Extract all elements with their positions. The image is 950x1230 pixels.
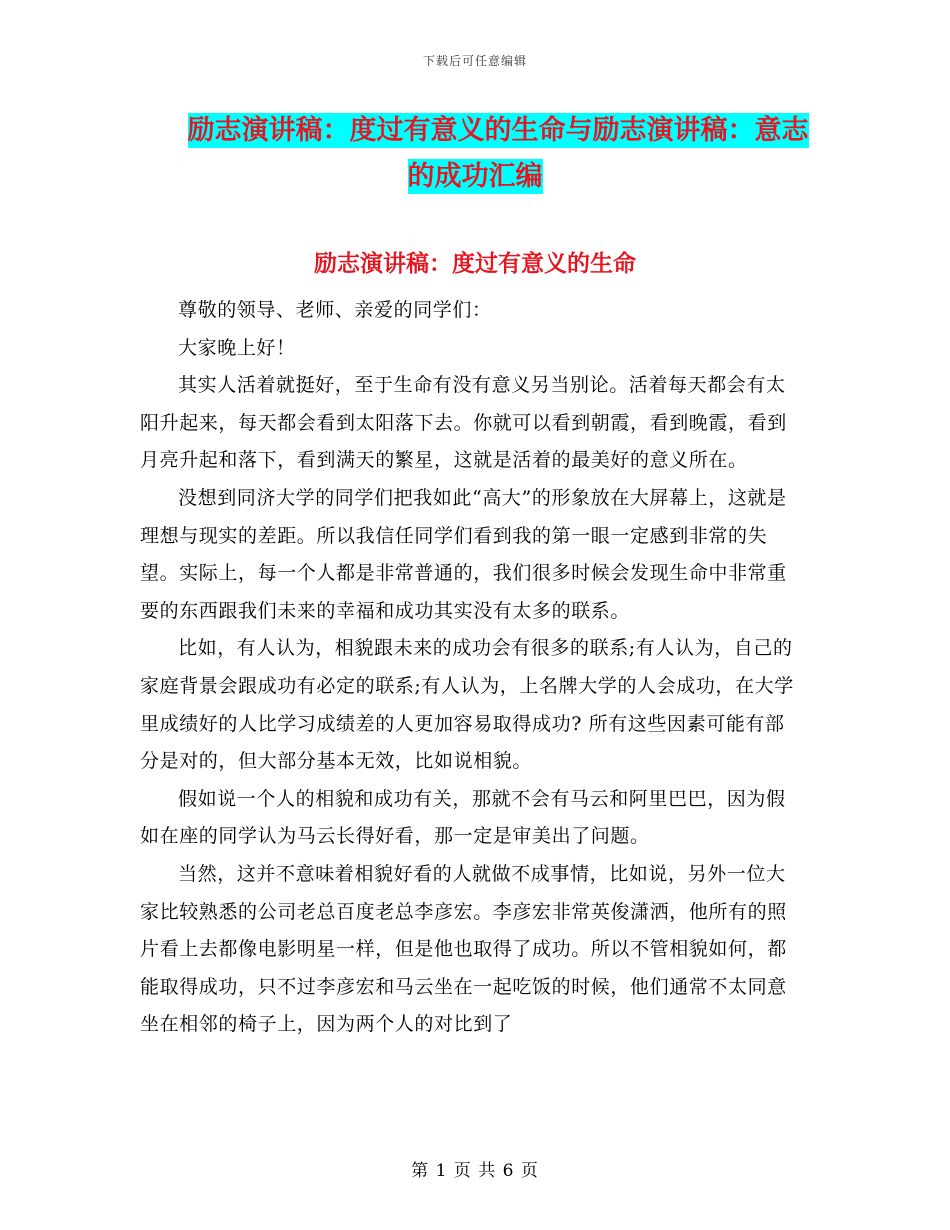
salutation-paragraph: 尊敬的领导、老师、亲爱的同学们： xyxy=(178,299,492,321)
body-paragraph: 其实人活着就挺好，至于生命有没有意义另当别论。活着每天都会有太阳升起来，每天都会看到太阳落下去。你就可以看到朝霞，看到晚霞，看到月亮升起和落下，看到满天的繁星，这就是活着的最美好的意义所在。 xyxy=(140,374,787,472)
body-paragraph: 当然，这并不意味着相貌好看的人就做不成事情，比如说，另外一位大家比较熟悉的公司老总百度老总李彦宏。李彦宏非常英俊潇洒，他所有的照片看上去都像电影明星一样，但是他也取得了成功。所以不管相貌如何，都能取得成功，只不过李彦宏和马云坐在一起吃饭的时候，他们通常不太同意坐在相邻的椅子上，因为两个人的对比到了 xyxy=(140,862,787,1036)
greeting-paragraph: 大家晚上好！ xyxy=(178,336,296,359)
section-title: 励志演讲稿：度过有意义的生命 xyxy=(314,251,636,277)
document-body xyxy=(140,292,800,1044)
document-title xyxy=(0,108,950,200)
page-header-note: 下载后可任意编辑 xyxy=(422,54,527,68)
page-number-footer: 第 1 页 共 6 页 xyxy=(411,1161,539,1181)
body-paragraph: 没想到同济大学的同学们把我如此“高大”的形象放在大屏幕上，这就是理想与现实的差距。所以我信任同学们看到我的第一眼一定感到非常的失望。实际上，每一个人都是非常普通的，我们很多时候会发现生命中非常重要的东西跟我们未来的幸福和成功其实没有太多的联系。 xyxy=(140,486,787,622)
body-paragraph: 比如，有人认为，相貌跟未来的成功会有很多的联系;有人认为，自己的家庭背景会跟成功有必定的联系;有人认为，上名牌大学的人会成功，在大学里成绩好的人比学习成绩差的人更加容易取得成功? 所有这些因素可能有部分是对的，但大部分基本无效，比如说相貌。 xyxy=(140,637,794,773)
body-paragraph: 假如说一个人的相貌和成功有关，那就不会有马云和阿里巴巴，因为假如在座的同学认为马云长得好看，那一定是审美出了问题。 xyxy=(140,787,786,848)
document-title-line-2: 的成功汇编 xyxy=(407,161,543,192)
document-title-line-1: 励志演讲稿：度过有意义的生命与励志演讲稿：意志 xyxy=(187,115,809,146)
